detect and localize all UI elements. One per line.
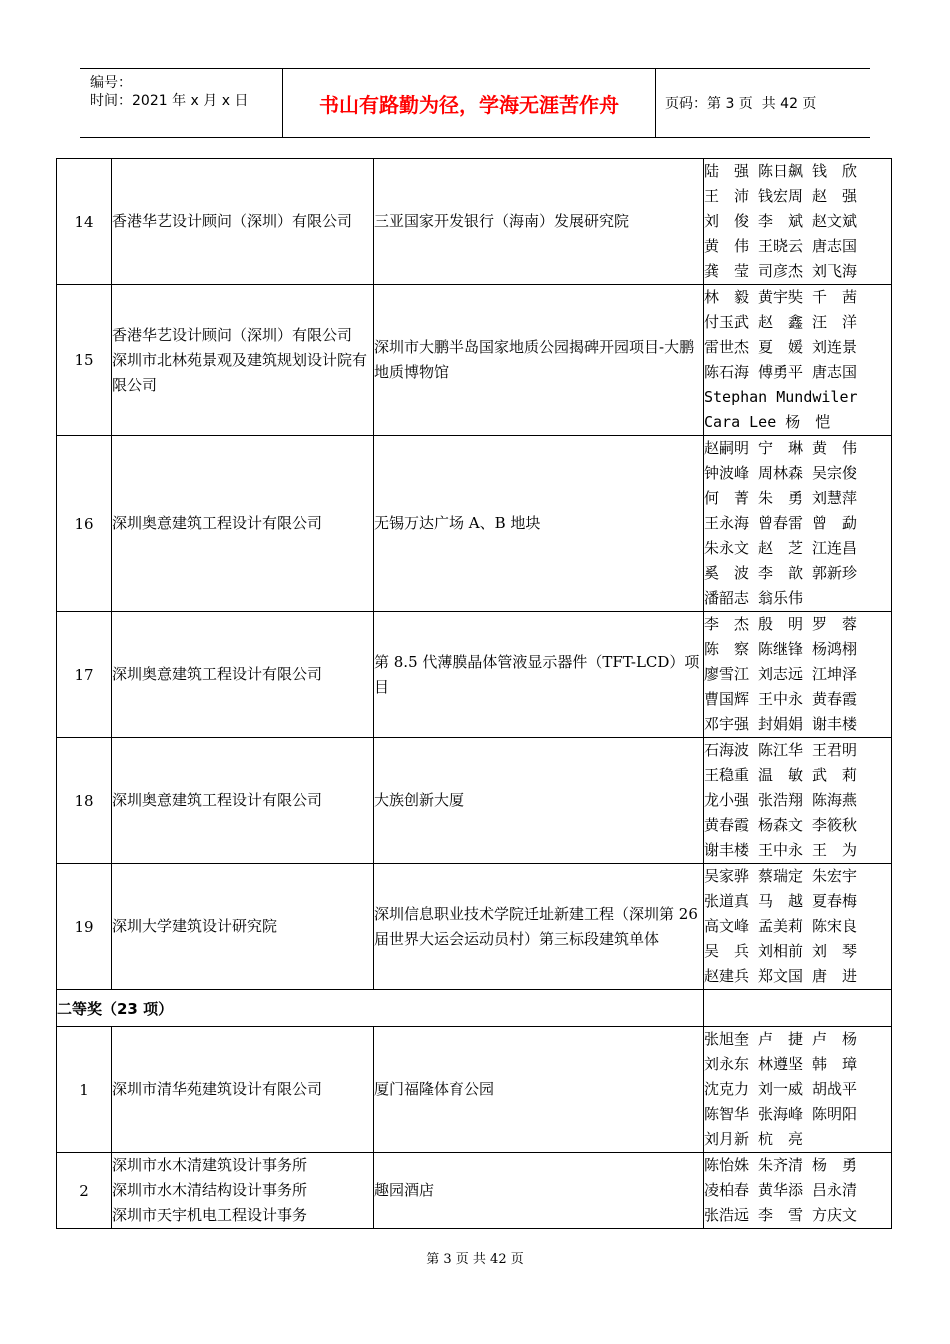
section-row	[57, 990, 892, 1027]
organization-cell	[112, 159, 374, 285]
people-line: 付玉武 赵 鑫 汪 洋	[704, 313, 858, 331]
organization-line: 深圳奥意建筑工程设计有限公司	[112, 665, 323, 683]
row-number: 16	[57, 436, 112, 612]
people-line: 李 杰 殷 明 罗 蓉	[704, 615, 858, 633]
people-line: 林 毅 黄宇奘 千 茜	[704, 288, 858, 306]
people-line: 赵建兵 郑文国 唐 进	[704, 967, 858, 985]
table-row	[57, 159, 892, 285]
people-line: 廖雪江 刘志远 江坤泽	[704, 665, 858, 683]
table-row	[57, 738, 892, 864]
people-line: 陈石海 傅勇平 唐志国	[704, 363, 858, 381]
section-title: 二等奖（23 项）	[57, 990, 704, 1027]
table-row	[57, 285, 892, 436]
project-cell: 深圳市大鹏半岛国家地质公园揭碑开园项目-大鹏地质博物馆	[374, 285, 704, 436]
people-line: 张道真 马 越 夏春梅	[704, 892, 858, 910]
people-line: 邓宇强 封娟娟 谢丰楼	[704, 715, 858, 733]
organization-cell	[112, 436, 374, 612]
section-empty-cell	[704, 990, 892, 1027]
people-line: 何 菁 朱 勇 刘慧萍	[704, 489, 858, 507]
row-number: 17	[57, 612, 112, 738]
people-line: 陈 察 陈继锋 杨鸿栩	[704, 640, 858, 658]
people-cell	[704, 1027, 892, 1153]
people-line: 雷世杰 夏 媛 刘连景	[704, 338, 858, 356]
people-line: Cara Lee 杨 恺	[704, 413, 831, 431]
table-row	[57, 612, 892, 738]
people-line: 奚 波 李 歆 郭新珍	[704, 564, 858, 582]
people-line: 陈怡姝 朱齐清 杨 勇	[704, 1156, 858, 1174]
project-cell: 大族创新大厦	[374, 738, 704, 864]
people-line: 陈智华 张海峰 陈明阳	[704, 1105, 858, 1123]
people-line: 曹国辉 王中永 黄春霞	[704, 690, 858, 708]
people-line: 黄春霞 杨森文 李筱秋	[704, 816, 858, 834]
row-number: 14	[57, 159, 112, 285]
organization-cell	[112, 612, 374, 738]
people-line: 石海波 陈江华 王君明	[704, 741, 858, 759]
row-number: 18	[57, 738, 112, 864]
project-cell: 厦门福隆体育公园	[374, 1027, 704, 1153]
people-line: 张浩远 李 雪 方庆文	[704, 1206, 858, 1224]
row-number: 1	[57, 1027, 112, 1153]
organization-line: 深圳大学建筑设计研究院	[112, 917, 278, 935]
doc-number-label: 编号：	[90, 75, 132, 91]
header-motto: 书山有路勤为径，学海无涯苦作舟	[282, 69, 656, 137]
organization-line: 深圳奥意建筑工程设计有限公司	[112, 791, 323, 809]
organization-line: 深圳市水木清结构设计事务所	[112, 1181, 308, 1199]
project-cell: 三亚国家开发银行（海南）发展研究院	[374, 159, 704, 285]
table-row	[57, 1153, 892, 1229]
header-page-label: 页码：第 3 页 共 42 页	[665, 96, 817, 112]
people-line: 刘永东 林遵坚 韩 璋	[704, 1055, 858, 1073]
organization-line: 香港华艺设计顾问（深圳）有限公司	[112, 325, 353, 344]
people-line: 凌柏春 黄华添 吕永清	[704, 1181, 858, 1199]
people-cell	[704, 738, 892, 864]
people-cell	[704, 1153, 892, 1229]
people-line: 钟波峰 周林森 吴宗俊	[704, 464, 858, 482]
row-number: 2	[57, 1153, 112, 1229]
organization-line: 香港华艺设计顾问（深圳）有限公司	[112, 212, 353, 230]
project-cell: 无锡万达广场 A、B 地块	[374, 436, 704, 612]
header-meta	[80, 69, 282, 137]
organization-line: 深圳市北林苑景观及建筑规划设计院有限公司	[112, 350, 368, 394]
people-line: 王稳重 温 敏 武 莉	[704, 766, 858, 784]
project-cell: 深圳信息职业技术学院迁址新建工程（深圳第 26 届世界大运会运动员村）第三标段建筑单体	[374, 864, 704, 990]
people-cell	[704, 159, 892, 285]
organization-cell	[112, 1027, 374, 1153]
organization-line: 深圳市水木清建筑设计事务所	[112, 1156, 308, 1174]
table-row	[57, 864, 892, 990]
people-line: 朱永文 赵 芝 江连昌	[704, 539, 858, 557]
people-cell	[704, 864, 892, 990]
people-line: 龚 莹 司彦杰 刘飞海	[704, 262, 858, 280]
people-line: 刘 俊 李 斌 赵文斌	[704, 212, 858, 230]
project-cell: 第 8.5 代薄膜晶体管液显示器件（TFT-LCD）项目	[374, 612, 704, 738]
people-line: 吴家骅 蔡瑞定 朱宏宇	[704, 867, 858, 885]
row-number: 19	[57, 864, 112, 990]
row-number: 15	[57, 285, 112, 436]
people-line: 潘韶志 翁乐伟	[704, 589, 804, 607]
people-line: 张旭奎 卢 捷 卢 杨	[704, 1030, 858, 1048]
people-line: 沈克力 刘一威 胡战平	[704, 1080, 858, 1098]
people-line: 黄 伟 王晓云 唐志国	[704, 237, 858, 255]
people-line: 高文峰 孟美莉 陈宋良	[704, 917, 858, 935]
page-footer: 第 3 页 共 42 页	[426, 1252, 524, 1267]
people-line: 刘月新 杭 亮	[704, 1130, 804, 1148]
page-header	[80, 68, 870, 138]
organization-cell	[112, 285, 374, 436]
people-line: 王永海 曾春雷 曾 勐	[704, 514, 858, 532]
people-cell	[704, 436, 892, 612]
organization-line: 深圳市清华苑建筑设计有限公司	[112, 1080, 323, 1098]
organization-line: 深圳市天宇机电工程设计事务	[112, 1206, 308, 1224]
organization-line: 深圳奥意建筑工程设计有限公司	[112, 514, 323, 532]
organization-cell	[112, 1153, 374, 1229]
people-line: 吴 兵 刘相前 刘 琴	[704, 942, 858, 960]
people-line: 龙小强 张浩翔 陈海燕	[704, 791, 858, 809]
doc-date-label: 时间：2021 年 x 月 x 日	[90, 93, 249, 109]
people-cell	[704, 285, 892, 436]
awards-table	[56, 158, 892, 1229]
organization-cell	[112, 864, 374, 990]
people-cell	[704, 612, 892, 738]
organization-cell	[112, 738, 374, 864]
people-line: 赵嗣明 宁 琳 黄 伟	[704, 439, 858, 457]
people-line: 陆 强 陈日飙 钱 欣	[704, 162, 858, 180]
people-line: 王 沛 钱宏周 赵 强	[704, 187, 858, 205]
table-row	[57, 436, 892, 612]
people-line: Stephan Mundwiler	[704, 388, 858, 406]
project-cell: 趣园酒店	[374, 1153, 704, 1229]
table-row	[57, 1027, 892, 1153]
people-line: 谢丰楼 王中永 王 为	[704, 841, 858, 859]
